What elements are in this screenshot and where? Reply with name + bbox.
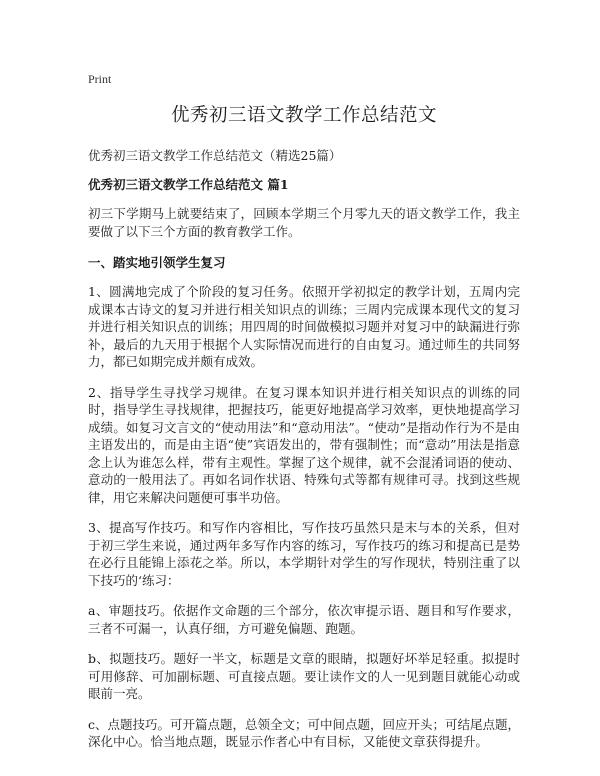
document-title: 优秀初三语文教学工作总结范文 [170, 105, 437, 126]
article-heading: 优秀初三语文教学工作总结范文 篇1 [88, 177, 289, 192]
body-paragraph: c、点题技巧。可开篇点题，总领全文；可中间点题，回应开头；可结尾点题，深化中心。恰当地点题，既显示作者心中有目标，又能使文章获得提升。 [88, 716, 521, 749]
document-subtitle: 优秀初三语文教学工作总结范文（精选25篇） [88, 148, 342, 163]
body-paragraph: a、审题技巧。依据作文命题的三个部分，依次审提示语、题目和写作要求，三者不可漏一，认真仔细，方可避免偏题、跑题。 [88, 603, 520, 636]
body-paragraph: 1、圆满地完成了个阶段的复习任务。依照开学初拟定的教学计划，五周内完成课本古诗文的复习并进行相关知识点的训练；三周内完成课本现代文的复习并进行相关知识点的训练；用四周的时间做模拟习题并对复习中的缺漏进行弥补，最后的九天用于根据个人实际情况而进行的自由复习。通过师生的共同努力，都已如期完成并颇有成效。 [88, 284, 520, 369]
document-page [88, 68, 520, 764]
section-heading: 一、踏实地引领学生复习 [88, 255, 226, 270]
body-paragraph: b、拟题技巧。题好一半文，标题是文章的眼睛，拟题好坏举足轻重。拟提时可用修辞、可加副标题、可直接点题。要让读作文的人一见到题目就能心动或眼前一亮。 [88, 651, 520, 701]
intro-paragraph: 初三下学期马上就要结束了，回顾本学期三个月零九天的语文教学工作，我主要做了以下三个方面的教育教学工作。 [88, 206, 520, 239]
print-link[interactable]: Print [88, 72, 112, 86]
body-paragraph: 2、指导学生寻找学习规律。在复习课本知识并进行相关知识点的训练的同时，指导学生寻找规律，把握技巧，能更好地提高学习效率，更快地提高学习成绩。如复习文言文的“使动用法”和“意动用法”。“使动”是指动作行为不是由主语发出的，而是由主语“使”宾语发出的，带有强制性；而“意动”用法是指意念上认为谁怎么样，带有主观性。掌握了这个规律，就不会混淆词语的使动、意动的一般用法了。再如名词作状语、特殊句式等都有规律可寻。找到这些规律，用它来解决问题便可事半功倍。 [88, 384, 520, 505]
body-paragraph: 3、提高写作技巧。和写作内容相比，写作技巧虽然只是末与本的关系，但对于初三学生来说，通过两年多写作内容的练习，写作技巧的练习和提高已是势在必行且能锦上添花之举。所以，本学期针对学生的写作现状，特别注重了以下技巧的‘练习： [88, 520, 520, 588]
